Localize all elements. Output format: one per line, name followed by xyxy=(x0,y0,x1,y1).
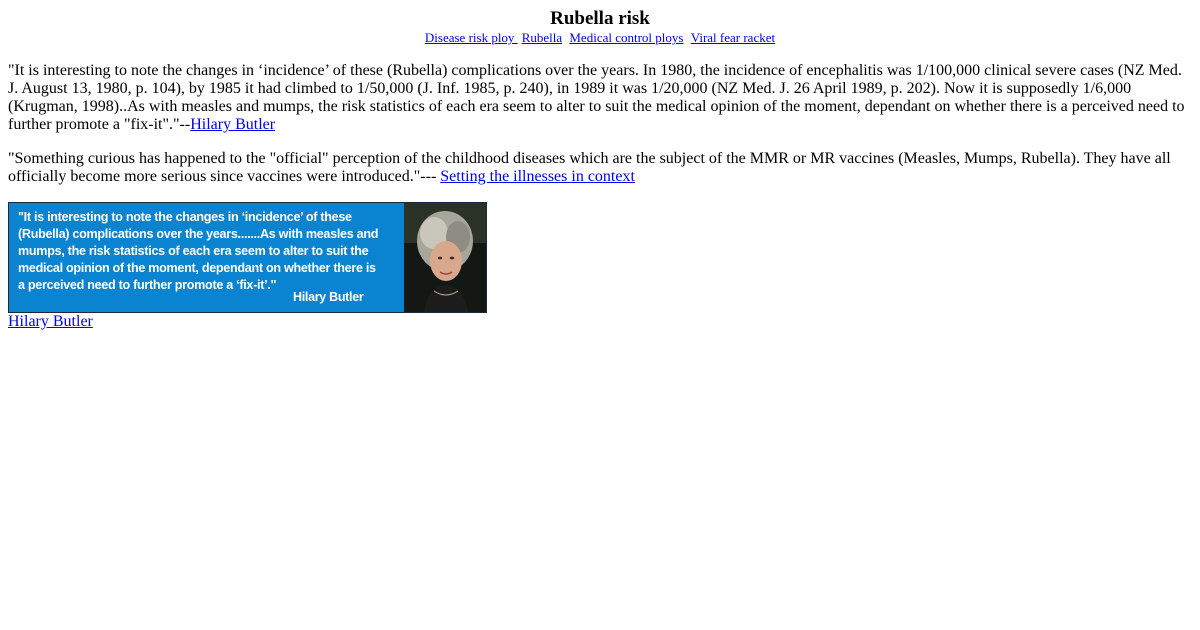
setting-illnesses-context-link[interactable]: Setting the illnesses in context xyxy=(440,168,635,185)
page-title: Rubella risk xyxy=(550,8,650,29)
tag-link-disease-risk-ploy[interactable]: Disease risk ploy xyxy=(424,30,518,45)
banner-attribution: Hilary Butler xyxy=(293,290,364,304)
hilary-butler-link[interactable]: Hilary Butler xyxy=(190,116,276,133)
quote-paragraph-1 xyxy=(8,62,1192,134)
banner-quote xyxy=(9,203,404,312)
quote-text-2: "Something curious has happened to the "official" perception of the childhood diseases which are the subject of the MMR or MR vaccines (Measles, Mumps, Rubella). They have all officially become more serious since vaccines were introduced."--- xyxy=(8,150,1171,185)
quote-text-1: "It is interesting to note the changes in ‘incidence’ of these (Rubella) complications over the years. In 1980, the incidence of encephalitis was 1/100,000 clinical severe cases (NZ Med. J. August 13, 1980, p. 104), by 1985 it had climbed to 1/50,000 (J. Inf. 1985, p. 240), in 1989 it was 1/20,000 (NZ Med. J. 26 April 1989, p. 202). Now it is supposedly 1/6,000 (Krugman, 1998)..As with measles and mumps, the risk statistics of each era seem to alter to suit the medical opinion of the moment, dependant on whether there is a perceived need to further promote a "fix-it"."-- xyxy=(8,62,1185,133)
banner-quote-line: (Rubella) complications over the years.......As with measles and xyxy=(18,227,379,241)
quote-banner-image[interactable] xyxy=(8,202,487,313)
tag-link-medical-control-ploys[interactable]: Medical control ploys xyxy=(569,30,684,45)
banner-quote-line: mumps, the risk statistics of each era seem to alter to suit the xyxy=(18,244,369,258)
banner-quote-line: "It is interesting to note the changes in ‘incidence’ of these xyxy=(18,210,352,224)
quote-paragraph-2 xyxy=(8,150,1192,186)
hilary-butler-caption-link[interactable]: Hilary Butler xyxy=(8,313,93,330)
banner-quote-line: a perceived need to further promote a ‘fix-it’." xyxy=(18,278,277,292)
tag-link-rubella[interactable]: Rubella xyxy=(521,30,563,45)
portrait-photo xyxy=(404,203,486,312)
tag-links xyxy=(8,30,1192,46)
tag-link-viral-fear-racket[interactable]: Viral fear racket xyxy=(690,30,776,45)
banner-quote-line: medical opinion of the moment, dependant on whether there is xyxy=(18,261,376,275)
